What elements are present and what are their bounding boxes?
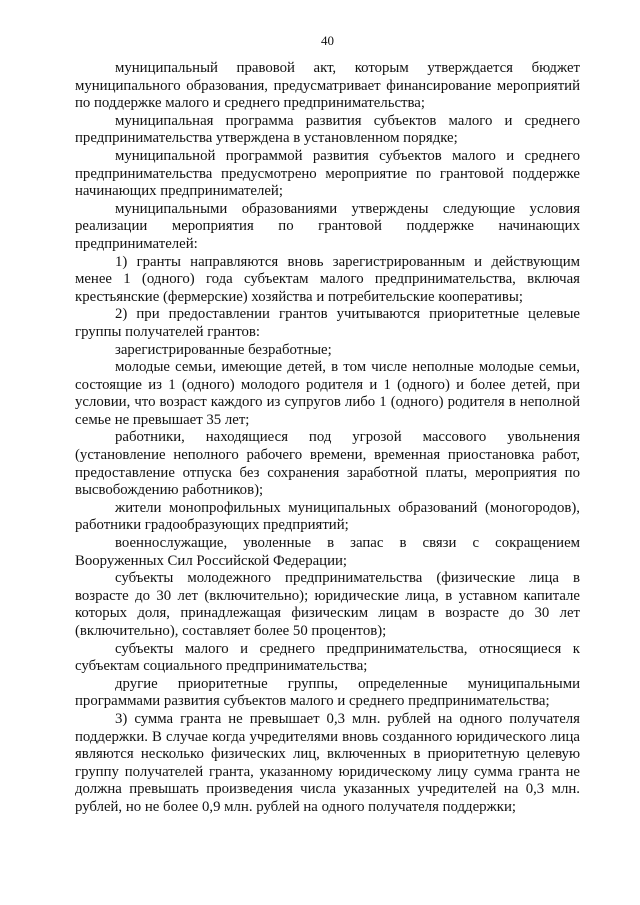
list-item-other-groups: другие приоритетные группы, определенные муниципальными программами развития субъектов малого и среднего предпринимательства;	[75, 675, 580, 710]
page-number: 40	[321, 33, 334, 48]
list-item-youth-entrepreneurs: субъекты молодежного предпринимательства (физические лица в возрасте до 30 лет (включительно); юридические лица, в уставном капитале которых доля, принадлежащая физическим лицам в возрасте до 30 лет (включительно), составляет более 50 процентов);	[75, 570, 580, 639]
list-item-young-families: молодые семьи, имеющие детей, в том числе неполные молодые семьи, состоящие из 1 (одного) молодого родителя и 1 (одного) и более детей, при условии, что возраст каждого из супругов либо 1 (одного) родителя в неполной семье не превышает 35 лет;	[75, 359, 580, 428]
list-item-monotown-residents: жители монопрофильных муниципальных образований (моногородов), работники градообразующих предприятий;	[75, 499, 580, 534]
paragraph-condition-1: 1) гранты направляются вновь зарегистрированным и действующим менее 1 (одного) года субъектам малого предпринимательства, включая крестьянские (фермерские) хозяйства и потребительские кооперативы;	[75, 253, 580, 305]
paragraph-budget-act: муниципальный правовой акт, которым утверждается бюджет муниципального образования, предусматривает финансирование мероприятий по поддержке малого и среднего предпринимательства;	[75, 60, 580, 112]
body-text	[75, 60, 580, 817]
paragraph-municipal-program: муниципальная программа развития субъектов малого и среднего предпринимательства утверждена в установленном порядке;	[75, 112, 580, 147]
list-item-workers-at-risk: работники, находящиеся под угрозой массового увольнения (установление неполного рабочего времени, временная приостановка работ, предоставление отпуска без сохранения заработной платы, мероприятия по высвобождению работников);	[75, 429, 580, 499]
list-item-unemployed: зарегистрированные безработные;	[115, 341, 332, 358]
list-item-servicemen: военнослужащие, уволенные в запас в связи с сокращением Вооруженных Сил Российской Федерации;	[75, 535, 580, 569]
paragraph-grant-measure: муниципальной программой развития субъектов малого и среднего предпринимательства предусмотрено мероприятие по грантовой поддержке начинающих предпринимателей;	[75, 147, 580, 200]
paragraph-condition-2: 2) при предоставлении грантов учитываются приоритетные целевые группы получателей грантов:	[75, 306, 580, 340]
paragraph-conditions-intro: муниципальными образованиями утверждены следующие условия реализации мероприятия по грантовой поддержке начинающих предпринимателей:	[75, 200, 580, 252]
list-item-social-entrepreneurs: субъекты малого и среднего предпринимательства, относящиеся к субъектам социального предпринимательства;	[75, 640, 580, 675]
paragraph-condition-3: 3) сумма гранта не превышает 0,3 млн. рублей на одного получателя поддержки. В случае когда учредителями вновь созданного юридического лица являются несколько физических лиц, включенных в приоритетную целевую группу получателей гранта, указанному юридическому лицу сумма гранта не должна превышать произведения числа указанных учредителей на 0,3 млн. рублей, но не более 0,9 млн. рублей на одного получателя поддержки;	[75, 710, 580, 815]
